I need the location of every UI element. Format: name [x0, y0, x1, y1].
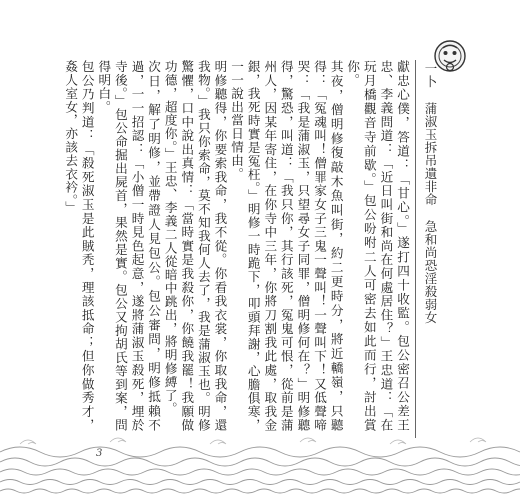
paragraph: 包公乃判道：「殺死淑玉是此賊秃，理該抵命；但你做秀才，姦人室女，亦該去衣衿。」 — [63, 60, 95, 432]
paragraph: 其夜，僧明修復敲木魚叫街，約二更時分，將近轎嶺，只聽得：「冤魂叫！僧罪家女子三鬼一聲叫！一聲叫下！又低聲啼哭：「我是蒲淑玉，只望尋女子同罪，僧明修何在？」明修聽得，驚恐，叫道：「我只你，其行該死，冤鬼可恨，從前是蒲州人，因某年寄住，在你寺中三年，你將刀割我此處，取我金銀，我死時實是冤枉。」明修一時跪下，叩頭拜謝，心膽俱寒，一一說出當日情由。 — [229, 60, 344, 432]
chapter-title-right: 急和尚恐淫殺弱女 — [423, 220, 438, 324]
chapter-title-left: 蒲淑玉拆吊遺非命 — [423, 102, 438, 206]
body-text — [63, 60, 410, 432]
paragraph: 獻忠心僕，答道：「甘心。」遂打四十收監。包公密召公差王忠、李義問道：「近日叫街和尚在何處居住？」王忠道：「在玩月橋觀音寺前歇。」包公吩咐二人可密去如此而行，討出賞你。 — [345, 60, 410, 432]
page-number: 3 — [96, 448, 103, 459]
volume-label: 一卜 — [423, 62, 438, 88]
ocean-waves-ornament — [0, 430, 520, 500]
running-header — [419, 62, 441, 442]
header-divider — [415, 60, 416, 438]
paragraph: 明修聽得，你要索我命，我不從。你看我衣裳，你取我命，還我物。」我只你索命，莫不知我何人去了，我是蒲淑玉也。明修驚懼，口中說出真情：「當時實是我殺你，你饒我罷！我願做功德，超度你。」王忠、李義二人從暗中跳出，將明修縛了。 — [162, 60, 228, 432]
paragraph: 次日，解了明修，並帶證人見包公。包公審問，明修抵賴不過，一一招認：「小僧一時見色起意，遂將蒲淑玉殺死，埋於寺後。」包公命掘出屍首，果然是實。包公又拘胡氏等到案，問得明白。 — [96, 60, 162, 432]
